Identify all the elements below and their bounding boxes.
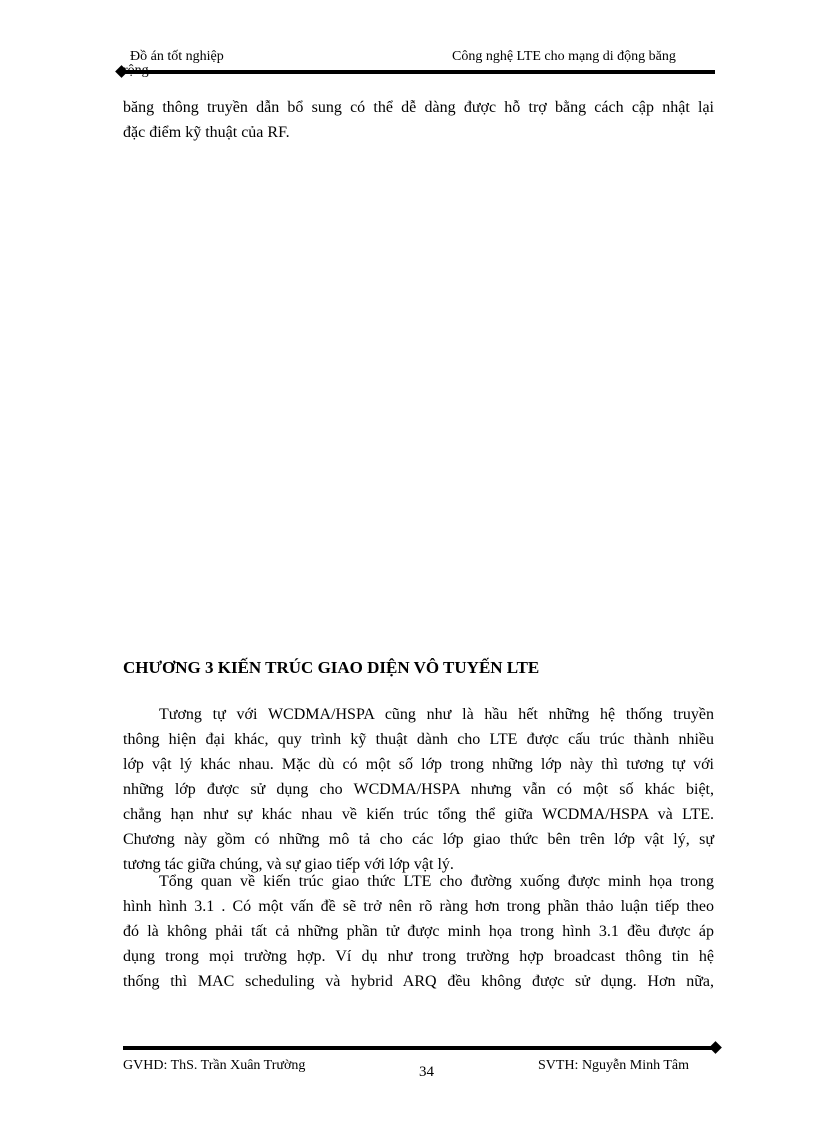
header-rule <box>123 70 715 74</box>
header-right-title: Công nghệ LTE cho mạng di động băng <box>452 49 676 64</box>
text-line: chẳng hạn như sự khác nhau về kiến trúc tổng thể giữa WCDMA/HSPA và LTE. <box>123 806 714 823</box>
footer-rule <box>123 1046 715 1050</box>
header-left-title: Đồ án tốt nghiệp <box>130 49 224 64</box>
text-line: băng thông truyền dẫn bổ sung có thể dễ dàng được hỗ trợ bằng cách cập nhật lại <box>123 99 714 116</box>
text-line: Tổng quan về kiến trúc giao thức LTE cho đường xuống được minh họa trong <box>159 873 714 890</box>
footer-student: SVTH: Nguyễn Minh Tâm <box>538 1058 690 1073</box>
text-line: tương tác giữa chúng, và sự giao tiếp với lớp vật lý. <box>123 856 454 873</box>
intro-paragraph <box>123 95 714 145</box>
footer-diamond-icon <box>709 1041 722 1054</box>
text-line: đặc điểm kỹ thuật của RF. <box>123 124 290 141</box>
text-line: lớp vật lý khác nhau. Mặc dù có một số lớp trong những lớp này thì tương tự với <box>123 756 714 773</box>
chapter-heading: CHƯƠNG 3 KIẾN TRÚC GIAO DIỆN VÔ TUYẾN LTE <box>123 658 540 677</box>
text-line: những lớp được sử dụng cho WCDMA/HSPA nhưng vẫn có một số khác biệt, <box>123 781 714 798</box>
page-number: 34 <box>419 1064 434 1080</box>
text-line: thống thì MAC scheduling và hybrid ARQ đều không được sử dụng. Hơn nữa, <box>123 973 714 990</box>
paragraph-1 <box>123 702 714 877</box>
text-line: Tương tự với WCDMA/HSPA cũng như là hầu hết những hệ thống truyền <box>159 706 714 723</box>
paragraph-2 <box>123 869 714 994</box>
text-line: đó là không phải tất cả những phần tử được minh họa trong hình 3.1 đều được áp <box>123 923 714 940</box>
footer-supervisor: GVHD: ThS. Trần Xuân Trường <box>123 1058 306 1073</box>
text-line: hình hình 3.1 . Có một vấn đề sẽ trở nên rõ ràng hơn trong phần thảo luận tiếp theo <box>123 898 714 915</box>
text-line: dụng trong mọi trường hợp. Ví dụ như trong trường hợp broadcast thông tin hệ <box>123 948 714 965</box>
text-line: thông hiện đại khác, quy trình kỹ thuật dành cho LTE được cấu trúc thành nhiều <box>123 731 714 748</box>
text-line: Chương này gồm có những mô tả cho các lớp giao thức bên trên lớp vật lý, sự <box>123 831 714 848</box>
